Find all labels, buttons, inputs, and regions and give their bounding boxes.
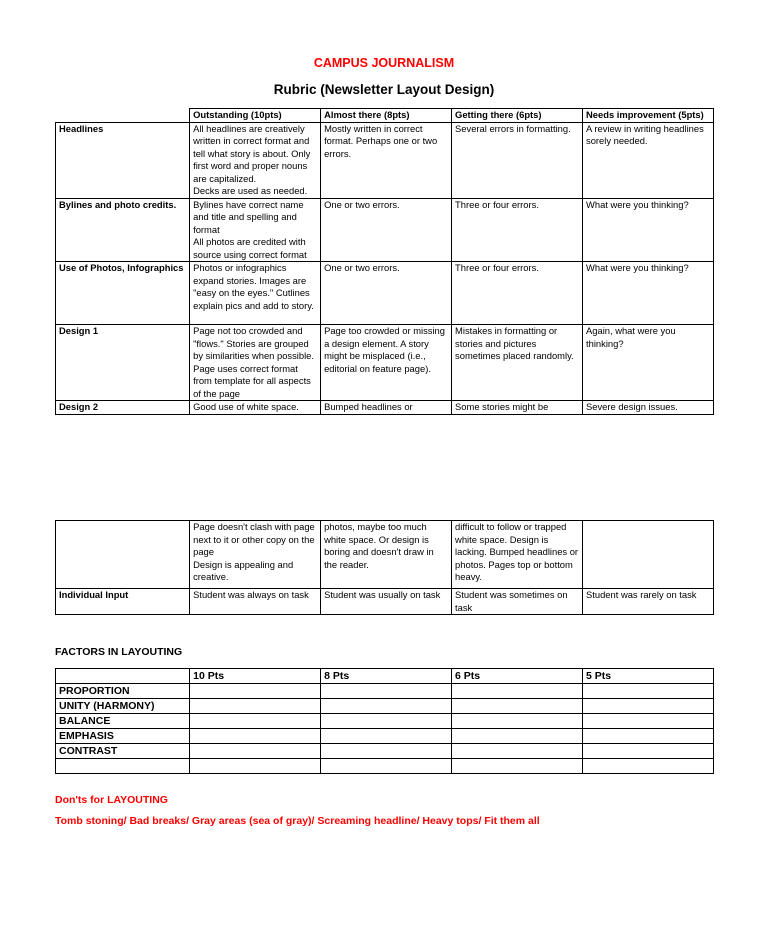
table-cell: Severe design issues. [583,401,714,415]
row-label-individual-input: Individual Input [56,589,190,615]
table-cell: Good use of white space. [190,401,321,415]
rubric-header-needs-improvement: Needs improvement (5pts) [583,109,714,123]
table-cell [190,759,321,774]
table-row [56,262,714,325]
factors-header-8: 8 Pts [321,669,452,684]
table-cell [321,759,452,774]
row-label-design-1: Design 1 [56,325,190,401]
table-cell [583,729,714,744]
table-cell: Bumped headlines or [321,401,452,415]
table-cell: What were you thinking? [583,198,714,262]
table-cell [321,684,452,699]
table-cell [583,714,714,729]
table-row [56,521,714,589]
row-label-design-2-cont [56,521,190,589]
table-cell: One or two errors. [321,262,452,325]
row-label-headlines: Headlines [56,122,190,198]
document-title: CAMPUS JOURNALISM [313,56,455,70]
table-cell [452,759,583,774]
table-cell [583,759,714,774]
factors-header-row [56,669,714,684]
table-row [56,699,714,714]
factors-header-blank [56,669,190,684]
table-cell: Page too crowded or missing a design element. A story might be misplaced (i.e., editorial on feature page). [321,325,452,401]
table-cell [583,684,714,699]
table-row [56,401,714,415]
rubric-header-row [56,109,714,123]
table-cell: Mostly written in correct format. Perhaps one or two errors. [321,122,452,198]
table-cell [190,744,321,759]
factors-header-5: 5 Pts [583,669,714,684]
factor-balance: BALANCE [56,714,190,729]
factor-blank [56,759,190,774]
table-cell: Student was sometimes on task [452,589,583,615]
table-cell: A review in writing headlines sorely needed. [583,122,714,198]
rubric-table [55,108,714,415]
table-cell: Several errors in formatting. [452,122,583,198]
table-row [56,714,714,729]
table-cell [190,714,321,729]
table-cell: Three or four errors. [452,198,583,262]
table-cell: Student was rarely on task [583,589,714,615]
table-cell [190,729,321,744]
table-cell: Student was always on task [190,589,321,615]
factors-header-10: 10 Pts [190,669,321,684]
rubric-subtitle: Rubric (Newsletter Layout Design) [273,82,495,97]
table-cell: photos, maybe too much white space. Or design is boring and doesn't draw in the reader. [321,521,452,589]
factors-table [55,668,714,774]
table-row [56,684,714,699]
table-row [56,325,714,401]
table-row [56,759,714,774]
table-cell [452,729,583,744]
table-cell [321,729,452,744]
table-cell [452,699,583,714]
rubric-header-almost-there: Almost there (8pts) [321,109,452,123]
table-cell: Bylines have correct name and title and spelling and format All photos are credited with source using correct format [190,198,321,262]
table-cell: Photos or infographics expand stories. Images are "easy on the eyes." Cutlines explain pics and add to story. [190,262,321,325]
table-row [56,744,714,759]
table-cell [190,699,321,714]
table-cell [190,684,321,699]
table-cell [583,699,714,714]
table-cell: Page not too crowded and "flows." Stories are grouped by similarities when possible. Page uses correct format from template for all aspects of the page [190,325,321,401]
row-label-photos: Use of Photos, Infographics [56,262,190,325]
table-cell: Three or four errors. [452,262,583,325]
table-cell [321,699,452,714]
donts-title: Don'ts for LAYOUTING [55,794,168,806]
table-row [56,589,714,615]
rubric-header-getting-there: Getting there (6pts) [452,109,583,123]
table-cell: difficult to follow or trapped white space. Design is lacking. Bumped headlines or photos. Pages top or bottom heavy. [452,521,583,589]
donts-text: Tomb stoning/ Bad breaks/ Gray areas (sea of gray)/ Screaming headline/ Heavy tops/ Fit them all [55,815,540,827]
table-row [56,198,714,262]
table-cell: Page doesn't clash with page next to it or other copy on the page Design is appealing and creative. [190,521,321,589]
table-cell [452,684,583,699]
factor-unity: UNITY (HARMONY) [56,699,190,714]
table-cell [583,744,714,759]
table-cell: One or two errors. [321,198,452,262]
table-row [56,729,714,744]
table-cell [321,714,452,729]
table-cell: Again, what were you thinking? [583,325,714,401]
table-cell [452,714,583,729]
row-label-bylines: Bylines and photo credits. [56,198,190,262]
rubric-table-continued [55,520,714,615]
table-cell [452,744,583,759]
table-cell: Student was usually on task [321,589,452,615]
table-cell: Mistakes in formatting or stories and pictures sometimes placed randomly. [452,325,583,401]
factor-proportion: PROPORTION [56,684,190,699]
table-cell [321,744,452,759]
table-cell: What were you thinking? [583,262,714,325]
table-cell: All headlines are creatively written in correct format and tell what story is about. Only first word and proper nouns are capitalized. Decks are used as needed. [190,122,321,198]
row-label-design-2: Design 2 [56,401,190,415]
table-cell [583,521,714,589]
rubric-header-blank [56,109,190,123]
factors-header-6: 6 Pts [452,669,583,684]
factors-title: FACTORS IN LAYOUTING [55,646,183,658]
factor-contrast: CONTRAST [56,744,190,759]
rubric-header-outstanding: Outstanding (10pts) [190,109,321,123]
factor-emphasis: EMPHASIS [56,729,190,744]
table-cell: Some stories might be [452,401,583,415]
table-row [56,122,714,198]
